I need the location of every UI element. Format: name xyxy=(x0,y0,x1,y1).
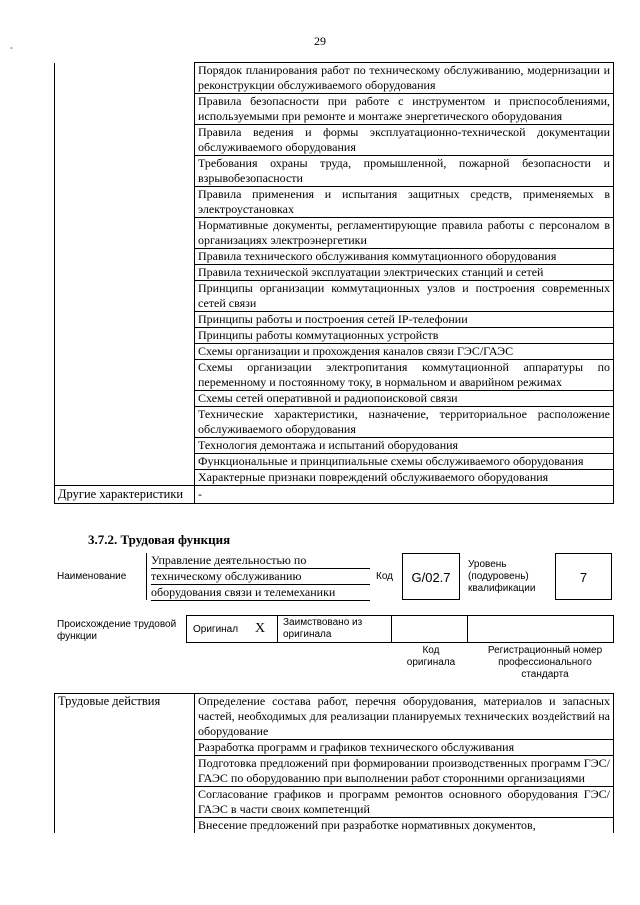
requirement-item: Правила технической эксплуатации электрических станций и сетей xyxy=(195,265,614,281)
action-item: Внесение предложений при разработке нормативных документов, xyxy=(195,818,614,834)
action-item: Подготовка предложений при формировании производственных программ ГЭС/ГАЭС по оборудованию при выполнении работ сторонними организациями xyxy=(195,756,614,787)
original-label: Оригинал xyxy=(193,624,239,635)
requirement-item: Характерные признаки повреждений обслуживаемого оборудования xyxy=(195,470,614,486)
requirement-item: Правила ведения и формы эксплуатационно-технической документации обслуживаемого оборудования xyxy=(195,125,614,156)
origin-divider xyxy=(391,616,392,642)
requirement-item: Технические характеристики, назначение, территориальное расположение обслуживаемого оборудования xyxy=(195,407,614,438)
requirement-item: Принципы организации коммутационных узлов и построения современных сетей связи xyxy=(195,281,614,312)
other-characteristics-value: - xyxy=(195,486,614,504)
origin-divider xyxy=(277,616,278,642)
requirement-item: Правила применения и испытания защитных средств, применяемых в электроустановках xyxy=(195,187,614,218)
requirement-item: Правила безопасности при работе с инструментом и приспособлениями, используемыми при ремонте и монтаже энергетического оборудования xyxy=(195,94,614,125)
page-number: 29 xyxy=(314,34,326,48)
requirement-item: Схемы сетей оперативной и радиопоисковой связи xyxy=(195,391,614,407)
requirement-item: Принципы работы коммутационных устройств xyxy=(195,328,614,344)
level-label: Уровень (подуровень) квалификации xyxy=(468,559,536,594)
requirement-item: Функциональные и принципиальные схемы обслуживаемого оборудования xyxy=(195,454,614,470)
other-characteristics-label: Другие характеристики xyxy=(55,486,195,504)
function-name-line: оборудования связи и телемеханики xyxy=(151,585,370,601)
borrowed-label: Заимствовано из оригинала xyxy=(283,617,363,640)
requirement-item: Требования охраны труда, промышленной, пожарной безопасности и взрывобезопасности xyxy=(195,156,614,187)
table-row xyxy=(55,63,614,94)
code-label: Код xyxy=(376,571,394,582)
requirement-item: Нормативные документы, регламентирующие правила работы с персоналом в организациях электроэнергетики xyxy=(195,218,614,249)
name-label: Наименование xyxy=(57,571,127,582)
section-title: 3.7.2. Трудовая функция xyxy=(88,532,231,547)
requirement-item: Схемы организации и прохождения каналов связи ГЭС/ГАЭС xyxy=(195,344,614,360)
requirement-item: Принципы работы и построения сетей IP-телефонии xyxy=(195,312,614,328)
action-item: Определение состава работ, перечня оборудования, материалов и запасных частей, необходимых для реализации планируемых технических воздействий на оборудование xyxy=(195,694,614,740)
original-mark: X xyxy=(255,621,266,636)
level-value: 7 xyxy=(555,553,612,600)
action-item: Разработка программ и графиков технического обслуживания xyxy=(195,740,614,756)
requirement-item: Правила технического обслуживания коммутационного оборудования xyxy=(195,249,614,265)
punch-mark: • xyxy=(10,44,13,53)
origin-divider xyxy=(467,616,468,642)
table-row xyxy=(55,694,614,740)
requirement-item: Порядок планирования работ по техническому обслуживанию, модернизации и реконструкции обслуживаемого оборудования xyxy=(195,63,614,94)
function-name xyxy=(148,553,370,600)
action-item: Согласование графиков и программ ремонтов основного оборудования ГЭС/ГАЭС в части своих компетенций xyxy=(195,787,614,818)
function-name-line: техническому обслуживанию xyxy=(151,569,370,585)
origin-row xyxy=(186,615,614,643)
actions-label: Трудовые действия xyxy=(55,694,195,834)
requirements-table xyxy=(54,62,614,504)
code-value: G/02.7 xyxy=(402,553,460,600)
actions-table xyxy=(54,693,614,833)
requirement-item: Технология демонтажа и испытаний оборудования xyxy=(195,438,614,454)
function-name-line: Управление деятельностью по xyxy=(151,553,370,569)
table-row xyxy=(55,486,614,504)
requirement-item: Схемы организации электропитания коммутационной аппаратуры по переменному и постоянному току, в нормальном и аварийном режимах xyxy=(195,360,614,391)
requirements-left-cell xyxy=(55,63,195,486)
registration-number-caption: Регистрационный номер профессионального стандарта xyxy=(487,645,603,680)
code-original-caption: Код оригинала xyxy=(406,645,456,668)
origin-label: Происхождение трудовой функции xyxy=(57,619,177,642)
